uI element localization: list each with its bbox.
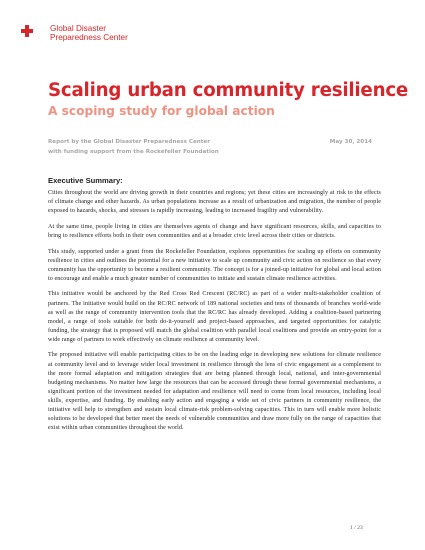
paragraph: This study, supported under a grant from the Rockefeller Foundation, explores opportunities for scaling up efforts on community resilience in cities and outlines the potential for a new initiative to scale up community and civic action on resilience so that every community has the opportunity to become a resilient community. The concept is for a joined-up initiative for global and local action to encourage and enable a much greater number of communities to initiate and sustain climate resilience activities. xyxy=(48,248,381,282)
document-title: Scaling urban community resilience xyxy=(48,80,409,101)
report-date: May 30, 2014 xyxy=(329,139,372,145)
org-name-line1: Global Disaster xyxy=(50,24,106,33)
page-number: 1 / 23 xyxy=(350,525,363,531)
body-text xyxy=(48,189,381,440)
paragraph: At the same time, people living in cities are themselves agents of change and have significant resources, skills, and capacities to bring to resilience efforts both in their own communities and at a broader civic level across their cities or districts. xyxy=(48,223,381,239)
header xyxy=(20,24,128,50)
report-author-line: Report by the Global Disaster Preparedness Center xyxy=(48,139,210,145)
report-byline xyxy=(48,137,378,157)
red-cross-red-crescent-icon xyxy=(20,24,46,48)
paragraph: This initiative would be anchored by the Red Cross Red Crescent (RC/RC) as part of a wider multi-stakeholder coalition of partners. The initiative would build on the RC/RC network of 189 national societies and tens of thousands of branches world-wide as well as the range of community intervention tools that the RC/RC has already developed. Adding a coalition-based partnering model, a range of tools suitable for both do-it-yourself and project-based approaches, and targeted opportunities for catalytic funding, the strategy that is proposed will match the global coalition with parallel local coalitions and provide an entry-point for a wide range of partners to work effectively on climate resilience at community level. xyxy=(48,291,381,343)
paragraph: The proposed initiative will enable participating cities to be on the leading edge in developing new solutions for climate resilience at community level and to leverage wider local investment in resilience through the lens of civic engagement as a complement to the more formal adaptation and mitigation strategies that are being planned through local, national, and inter-governmental budgeting mechanisms. No matter how large the resources that can be accessed through these formal governmental mechanisms, a significant portion of the investment needed for adaptation and resilience will need to come from local resources, including local skills, expertise, and funding. By enabling early action and engaging a wide set of civic partners in community resilience, the initiative will help to strengthen and sustain local climate-risk problem-solving capacities. This in turn will enable more holistic solutions to be developed that better meet the needs of vulnerable communities and draw more fully on the range of capacities that exist within urban communities throughout the world. xyxy=(48,352,381,431)
report-funding-line: with funding support from the Rockefeller Foundation xyxy=(48,149,219,155)
paragraph: Cities throughout the world are driving growth in their countries and regions; yet these cities are increasingly at risk to the effects of climate change and other hazards. As urban populations increase as a result of urbanization and migration, the number of people exposed to hazards, shocks, and stresses is rapidly increasing, leading to increased fragility and vulnerability. xyxy=(48,190,381,215)
document-subtitle: A scoping study for global action xyxy=(48,104,275,118)
org-name xyxy=(50,24,128,42)
section-heading: Executive Summary: xyxy=(48,176,123,185)
org-name-line2: Preparedness Center xyxy=(50,33,128,43)
